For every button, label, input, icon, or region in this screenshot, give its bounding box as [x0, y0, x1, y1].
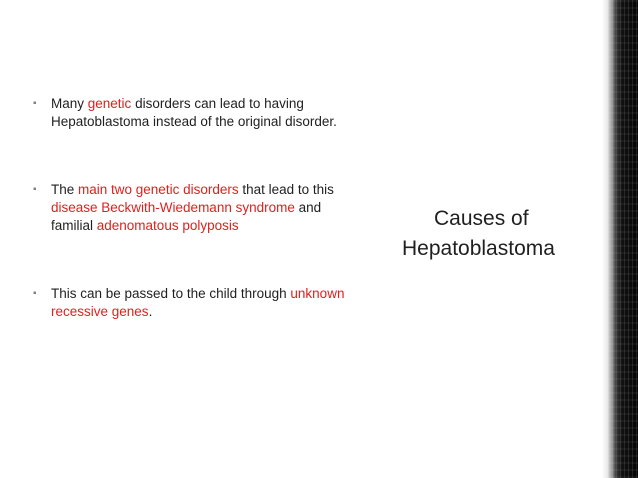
text-segment: that lead to this — [238, 182, 334, 197]
bullet-item — [33, 95, 363, 131]
highlight-segment: unknown recessive genes — [51, 286, 345, 319]
text-segment: . — [148, 304, 153, 319]
highlight-segment: disease Beckwith-Wiedemann syndrome — [51, 200, 295, 215]
text-segment: This can be passed to the child through — [51, 286, 291, 301]
text-segment: and familial — [51, 200, 322, 233]
text-segment: The — [51, 182, 79, 197]
slide-title — [402, 204, 602, 264]
square-bullet-icon: ▪ — [33, 98, 37, 109]
dark-textured-border — [608, 0, 638, 478]
highlight-segment: genetic — [87, 96, 132, 111]
bullet-item — [33, 285, 363, 321]
square-bullet-icon: ▪ — [33, 184, 37, 195]
text-segment: Many — [51, 96, 88, 111]
highlight-segment: adenomatous polyposis — [96, 218, 239, 233]
title-line-1: Causes of — [434, 207, 529, 230]
bullet-text — [51, 96, 337, 129]
bullet-text — [51, 182, 334, 233]
square-bullet-icon: ▪ — [33, 288, 37, 299]
highlight-segment: main two genetic disorders — [78, 182, 239, 197]
bullet-text — [51, 286, 344, 319]
bullet-item — [33, 181, 363, 235]
bullet-list — [33, 95, 363, 371]
title-line-2: Hepatoblastoma — [402, 237, 555, 260]
text-segment: disorders can lead to having Hepatoblastoma instead of the original disorder. — [51, 96, 337, 129]
